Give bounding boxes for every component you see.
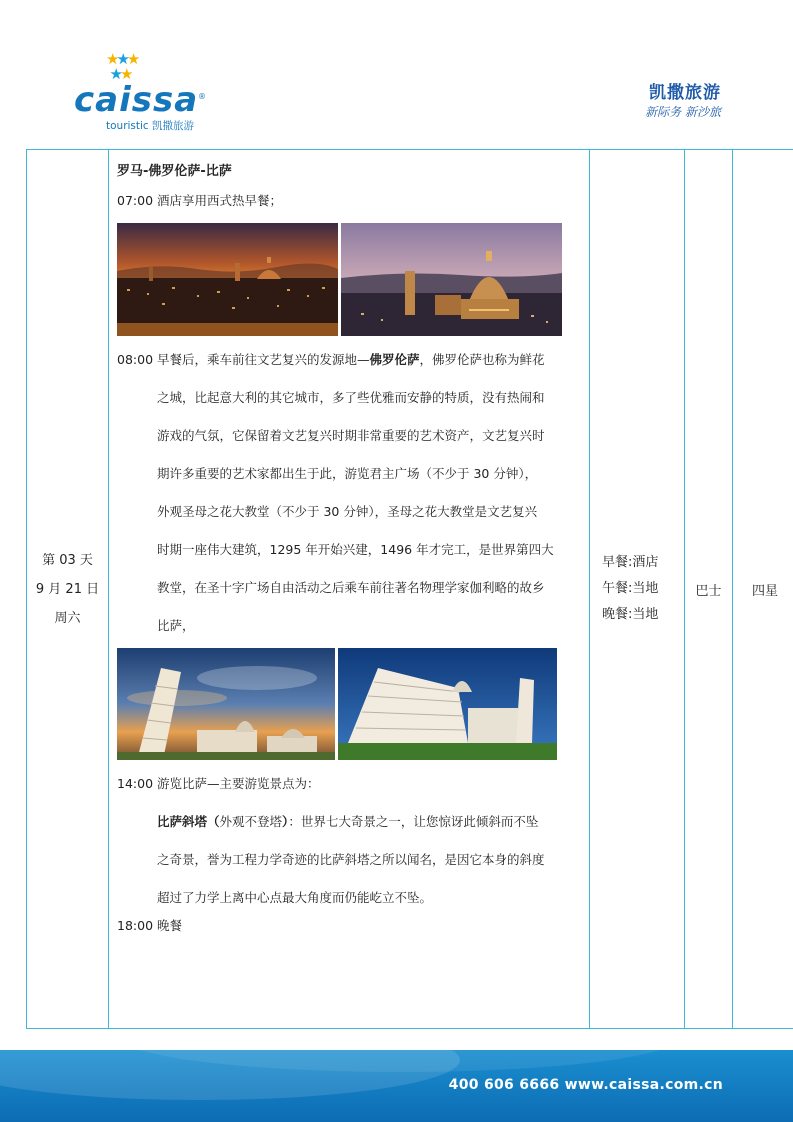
day-weekday: 周六 [54, 610, 81, 626]
florence-line-6: 时期一座伟大建筑，1295 年开始兴建，1496 年才完工，是世界第四大 [157, 542, 554, 557]
pisa-note-open: （ [207, 814, 220, 829]
logo-wordmark: caissa [74, 80, 199, 120]
meal-dinner: 晚餐:当地 [602, 607, 659, 622]
day-cell [27, 150, 109, 1029]
brand-slogan: 新际务 新沙旅 [645, 105, 721, 119]
florence-duomo-photo [341, 223, 562, 336]
pisa-line-1-rest: ：世界七大奇景之一，让您惊讶此倾斜而不坠 [288, 814, 539, 829]
pisa-line-3: 超过了力学上离中心点最大角度而仍能屹立不坠。 [157, 890, 433, 905]
florence-line-2: 之城，比起意大利的其它城市，多了些优雅而安静的特质，没有热闹和 [157, 390, 545, 405]
dinner-line: 18:00 晚餐 [117, 918, 182, 933]
florence-line-1-c: ，佛罗伦萨也称为鲜花 [419, 352, 545, 367]
florence-line-5: 外观圣母之花大教堂（不少于 30 分钟），圣母之花大教堂是文艺复兴 [157, 504, 538, 519]
pisa-tower-photo [117, 648, 335, 760]
logo-stars-icon: ★★★ ★★ [106, 50, 138, 83]
pisa-note-text: 外观不登塔 [219, 814, 283, 829]
florence-line-1 [117, 350, 583, 370]
pisa-paragraph [117, 812, 583, 908]
pisa-line-2: 之奇景，誉为工程力学奇迹的比萨斜塔之所以闻名，是因它本身的斜度 [157, 852, 545, 867]
route-title: 罗马-佛罗伦萨-比萨 [117, 164, 232, 179]
florence-line-1-a: 08:00 早餐后，乘车前往文艺复兴的发源地— [117, 352, 370, 367]
pisa-note-close: ） [282, 814, 289, 829]
pisa-intro: 14:00 游览比萨—主要游览景点为： [117, 776, 320, 791]
florence-line-4: 期许多重要的艺术家都出生于此，游览君主广场（不少于 30 分钟）， [157, 466, 538, 481]
transport-cell: 巴士 [685, 150, 733, 1029]
day-date: 9 月 21 日 [35, 581, 100, 597]
itinerary-table [26, 149, 793, 1029]
footer-banner [0, 1050, 793, 1122]
caissa-logo [72, 52, 217, 134]
day-label: 第 03 天 [42, 552, 93, 568]
itinerary-row [27, 150, 793, 1029]
meals-cell [590, 150, 685, 1029]
pisa-photos [117, 648, 583, 760]
footer-contact: 400 606 6666 www.caissa.com.cn [448, 1077, 723, 1093]
breakfast-line: 07:00 酒店享用西式热早餐； [117, 193, 282, 208]
florence-sunset-photo [117, 223, 338, 336]
pisa-cathedral-photo [338, 648, 557, 760]
florence-line-8: 比萨， [157, 618, 195, 633]
brand-block [645, 78, 721, 120]
florence-highlight: 佛罗伦萨 [369, 352, 420, 367]
hotel-cell: 四星 [733, 150, 793, 1029]
florence-paragraph [117, 350, 583, 636]
meal-breakfast: 早餐:酒店 [602, 555, 659, 570]
meal-lunch: 午餐:当地 [602, 581, 659, 596]
florence-line-7: 教堂，在圣十字广场自由活动之后乘车前往著名物理学家伽利略的故乡 [157, 580, 545, 595]
pisa-line-1 [157, 812, 583, 832]
logo-registered-mark: ® [198, 92, 206, 101]
logo-subtitle: touristic 凯撒旅游 [106, 120, 195, 132]
brand-name: 凯撒旅游 [649, 83, 721, 103]
pisa-highlight: 比萨斜塔 [157, 814, 208, 829]
florence-photos [117, 223, 583, 336]
content-cell [109, 150, 590, 1029]
florence-line-3: 游戏的气氛，它保留着文艺复兴时期非常重要的艺术资产，文艺复兴时 [157, 428, 545, 443]
